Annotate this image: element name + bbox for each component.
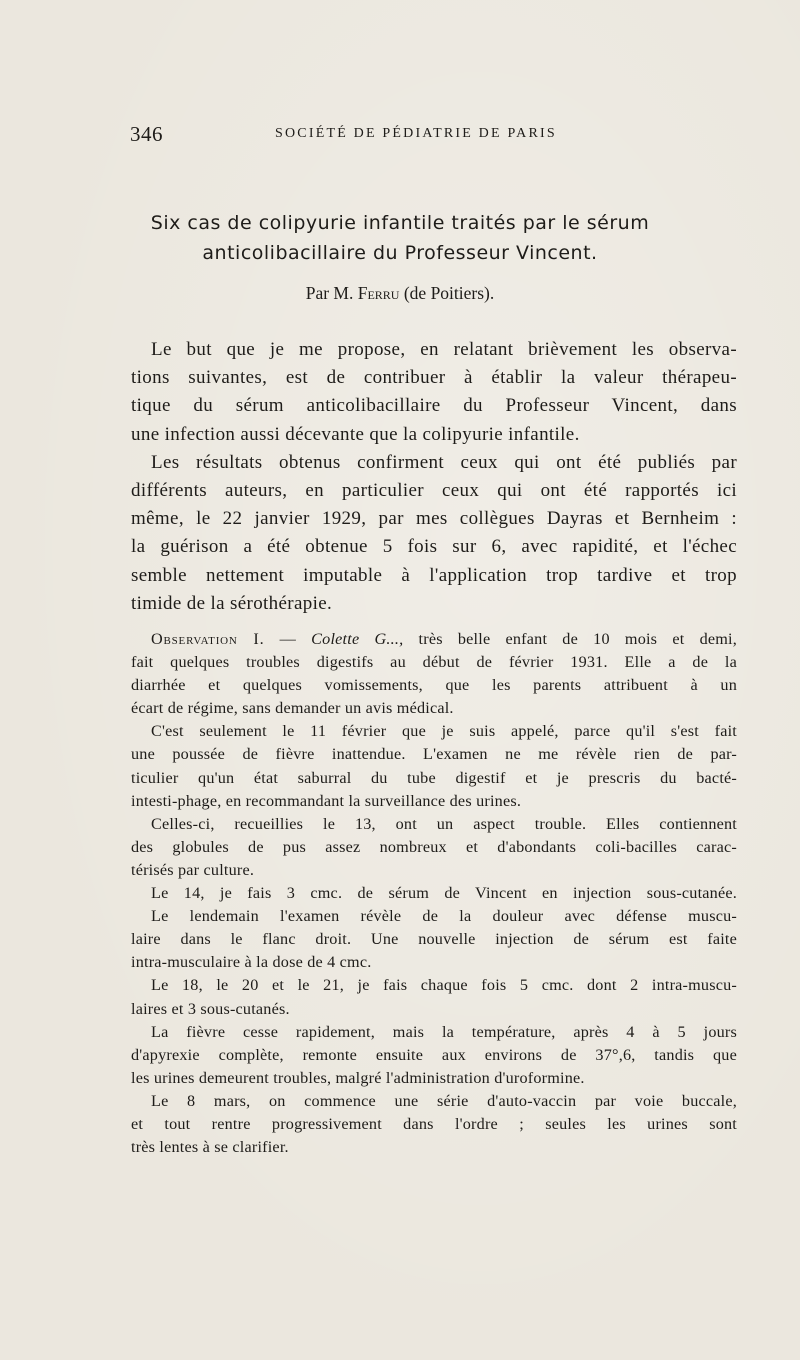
intro-line: tions suivantes, est de contribuer à établir la valeur thérapeu- <box>131 367 737 389</box>
observation-line: Le 14, je fais 3 cmc. de sérum de Vincent en injection sous-cutanée. <box>151 884 737 903</box>
journal-title: SOCIÉTÉ DE PÉDIATRIE DE PARIS <box>275 126 557 141</box>
patient-name: Colette G..., <box>311 630 404 648</box>
intro-line: la guérison a été obtenue 5 fois sur 6, avec rapidité, et l'échec <box>131 536 737 558</box>
intro-line: semble nettement imputable à l'application trop tardive et trop <box>131 564 737 586</box>
intro-line: timide de la sérothérapie. <box>131 592 333 614</box>
running-head <box>130 122 670 152</box>
intro-line: tique du sérum anticolibacillaire du Professeur Vincent, dans <box>131 395 737 417</box>
observation-line: et tout rentre progressivement dans l'ordre ; seules les urines sont <box>131 1114 737 1133</box>
observation-line: Le 18, le 20 et le 21, je fais chaque fois 5 cmc. dont 2 intra-muscu- <box>151 976 737 995</box>
intro-line: une infection aussi décevante que la colipyurie infantile. <box>131 423 580 445</box>
observation-line: intesti-phage, en recommandant la surveillance des urines. <box>131 791 522 810</box>
observation-1 <box>131 628 737 1159</box>
author-name: Ferru <box>357 283 400 303</box>
observation-line: des globules de pus assez nombreux et d'abondants coli-bacilles carac- <box>131 837 737 856</box>
observation-line: très lentes à se clarifier. <box>131 1138 289 1157</box>
observation-line: écart de régime, sans demander un avis médical. <box>131 699 454 718</box>
observation-line: térisés par culture. <box>131 860 255 879</box>
observation-line: Celles-ci, recueillies le 13, ont un aspect trouble. Elles contiennent <box>151 814 737 833</box>
observation-first-line-rest: très belle enfant de 10 mois et demi, <box>403 630 738 648</box>
byline <box>130 283 670 304</box>
author-affiliation: (de Poitiers). <box>403 283 495 303</box>
byline-prefix: Par M. <box>305 283 354 303</box>
page-number: 346 <box>130 122 163 146</box>
title-line-1: Six cas de colipyurie infantile traités par le sérum <box>150 212 650 234</box>
intro-line: Les résultats obtenus confirment ceux qui ont été publiés par <box>151 451 737 473</box>
article-title <box>130 208 670 268</box>
intro-line: Le but que je me propose, en relatant brièvement les observa- <box>151 339 737 360</box>
observation-line: diarrhée et quelques vomissements, que les parents attribuent à un <box>131 676 737 695</box>
observation-line: Le 8 mars, on commence une série d'auto-vaccin par voie buccale, <box>151 1091 737 1110</box>
intro-line: différents auteurs, en particulier ceux qui ont été rapportés ici <box>131 480 737 502</box>
observation-line: C'est seulement le 11 février que je suis appelé, parce qu'il s'est fait <box>151 722 737 741</box>
observation-line: laires et 3 sous-cutanés. <box>131 999 290 1018</box>
observation-label: Observation I. <box>151 630 265 648</box>
observation-line: laire dans le flanc droit. Une nouvelle injection de sérum est faite <box>131 930 737 949</box>
observation-dash: — <box>264 630 312 648</box>
observation-line: les urines demeurent troubles, malgré l'administration d'uroformine. <box>131 1068 585 1087</box>
observation-line: ticulier qu'un état saburral du tube digestif et je prescris du bacté- <box>131 768 737 787</box>
observation-line: intra-musculaire à la dose de 4 cmc. <box>131 953 372 972</box>
observation-first-line <box>131 628 737 651</box>
observation-line: fait quelques troubles digestifs au début de février 1931. Elle a de la <box>131 653 737 672</box>
introduction-text <box>131 336 737 618</box>
observation-line: une poussée de fièvre inattendue. L'examen ne me révèle rien de par- <box>131 745 737 764</box>
intro-line: même, le 22 janvier 1929, par mes collègues Dayras et Bernheim : <box>131 508 737 530</box>
observation-line: d'apyrexie complète, remonte ensuite aux environs de 37°,6, tandis que <box>131 1045 737 1064</box>
observation-line: Le lendemain l'examen révèle de la douleur avec défense muscu- <box>151 907 737 926</box>
observation-line: La fièvre cesse rapidement, mais la température, après 4 à 5 jours <box>151 1022 737 1041</box>
title-line-2: anticolibacillaire du Professeur Vincent. <box>202 242 598 264</box>
